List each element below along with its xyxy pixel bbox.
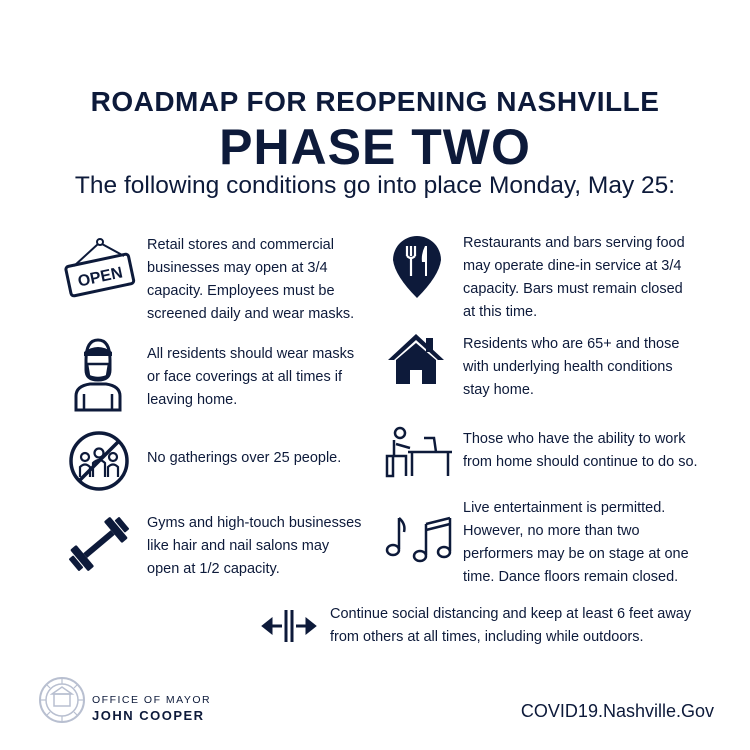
item-retail-text: Retail stores and commercial businesses may open at 3/4 capacity. Employees must be screened daily and wear masks. [147, 237, 355, 322]
subtitle: The following conditions go into place Monday, May 25: [74, 172, 676, 199]
house-icon [386, 330, 446, 386]
work-from-home-icon [384, 426, 454, 478]
footer-mayor-name: JOHN COOPER [92, 708, 205, 723]
title-line-1: ROADMAP FOR REOPENING NASHVILLE [90, 86, 660, 117]
distancing-arrows-icon [260, 608, 318, 644]
title-phase: PHASE TWO [219, 119, 531, 175]
no-gathering-icon [67, 429, 131, 493]
open-sign-icon [60, 236, 140, 300]
footer-url[interactable]: COVID19.Nashville.Gov [520, 701, 714, 721]
restaurant-pin-icon [389, 232, 445, 300]
music-notes-icon [384, 512, 456, 564]
item-distancing-text: Continue social distancing and keep at least 6 feet away from others at all times, including while outdoors. [330, 606, 692, 645]
footer-office: OFFICE OF MAYOR [92, 694, 212, 706]
item-work-home-text: Those who have the ability to work from home should continue to do so. [463, 431, 698, 470]
item-seniors-text: Residents who are 65+ and those with underlying health conditions stay home. [463, 336, 680, 398]
dumbbell-icon [64, 514, 134, 574]
svg-text:OPEN: OPEN [76, 264, 125, 291]
item-masks-text: All residents should wear masks or face coverings at all times if leaving home. [147, 346, 355, 408]
city-seal-icon [38, 676, 86, 724]
item-entertainment-text: Live entertainment is permitted. However, no more than two performers may be on stage at one time. Dance floors remain closed. [463, 500, 689, 585]
item-gyms-text: Gyms and high-touch businesses like hair and nail salons may open at 1/2 capacity. [147, 515, 362, 577]
item-gatherings-text: No gatherings over 25 people. [147, 450, 342, 466]
item-restaurants-text: Restaurants and bars serving food may operate dine-in service at 3/4 capacity. Bars must remain closed at this time. [463, 235, 685, 320]
masked-person-icon [70, 332, 126, 412]
